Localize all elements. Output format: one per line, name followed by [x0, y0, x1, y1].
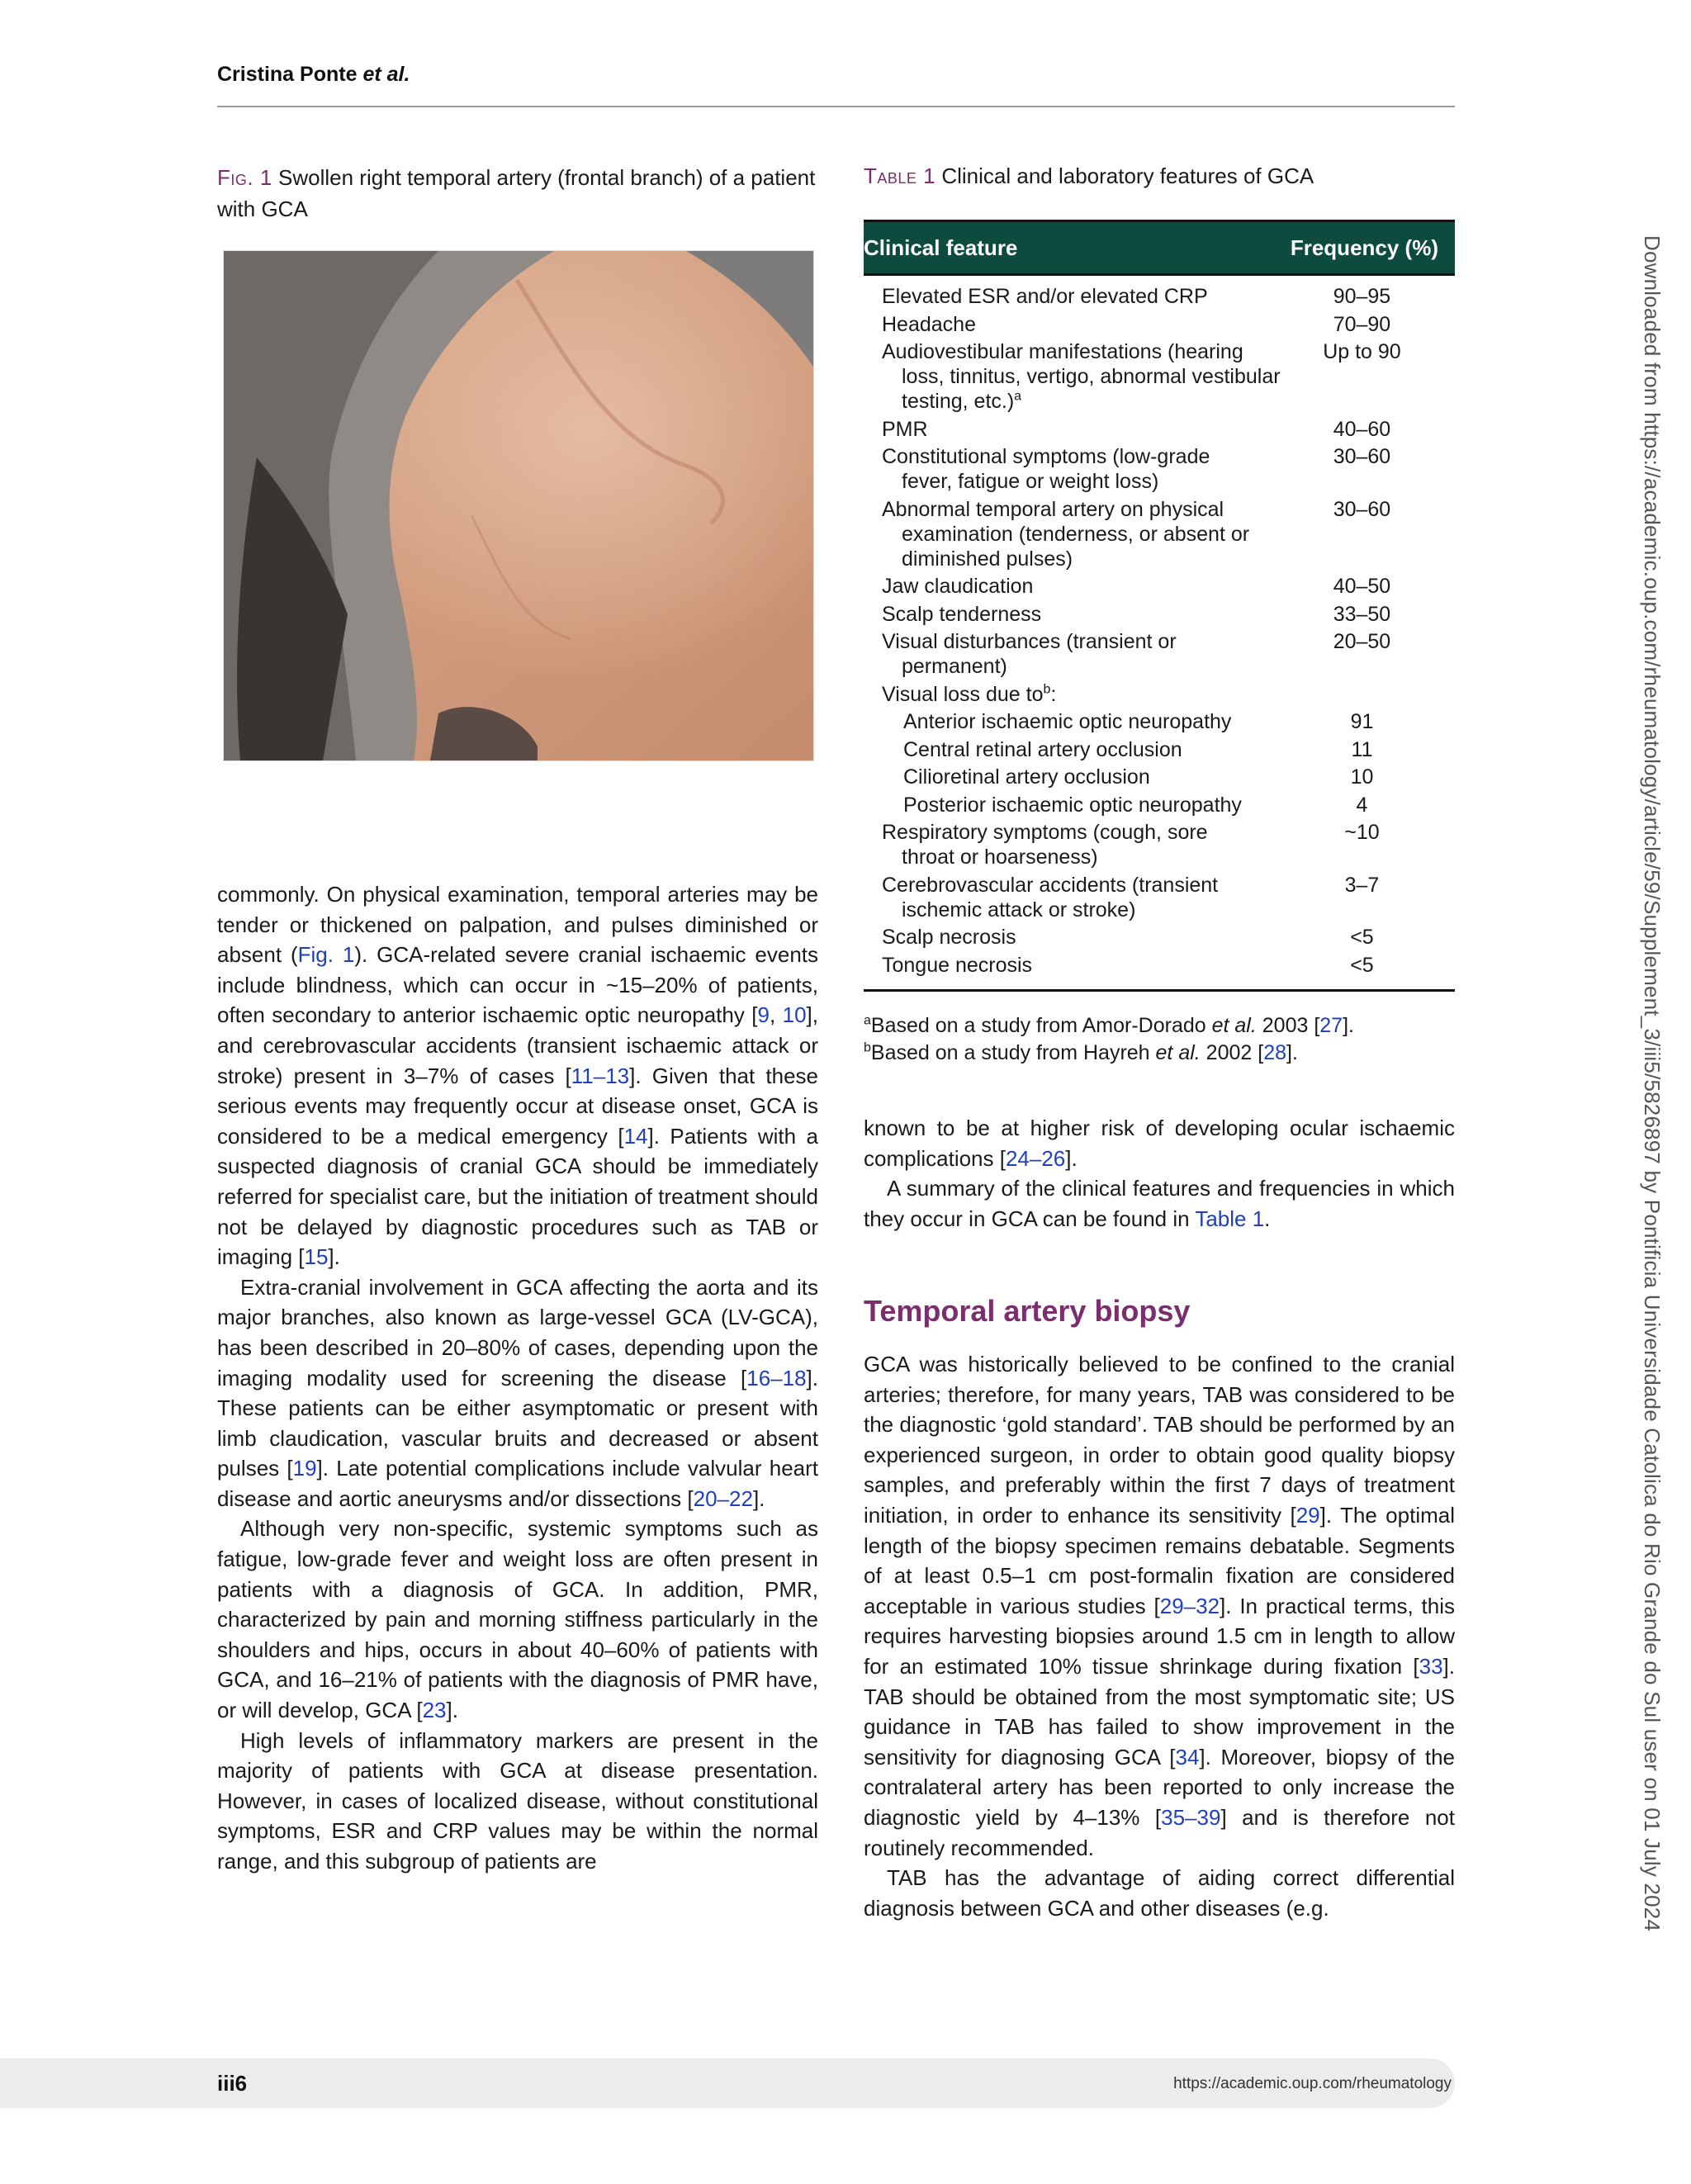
right-column-text [864, 1349, 1455, 1923]
paragraph: High levels of inflammatory markers are present in the majority of patients with GCA at disease presentation. However, in cases of localized disease, without constitutional symptoms, ESR and CRP values may be within the normal range, and this subgroup of patients are [217, 1727, 818, 1874]
table-bottom-rule [864, 989, 1455, 992]
reference-link[interactable]: 24–26 [1005, 1145, 1066, 1171]
reference-link[interactable]: 11–13 [571, 1063, 630, 1088]
table-row: Anterior ischaemic optic neuropathy 91 [903, 710, 1374, 733]
reference-link[interactable]: 14 [623, 1123, 648, 1149]
section-heading: Temporal artery biopsy [864, 1294, 1191, 1328]
reference-link[interactable]: 35–39 [1161, 1804, 1221, 1830]
left-column-text [217, 879, 818, 1877]
table-header [864, 220, 1455, 276]
reference-link[interactable]: 29 [1295, 1502, 1320, 1528]
footer-url[interactable]: https://academic.oup.com/rheumatology [1173, 2075, 1452, 2092]
page-number: iii6 [217, 2071, 248, 2096]
table-row: Elevated ESR and/or elevated CRP 90–95 [882, 285, 1391, 308]
figure-photo [223, 250, 814, 761]
column-header-frequency: Frequency (%) [1290, 235, 1438, 260]
paragraph: Extra-cranial involvement in GCA affecting the aorta and its major branches, also known as large-vessel GCA (LV-GCA), has been described in 20–80% of cases, depending upon the imaging modality used for screening the disease [16–18]. These patients can be either asymptomatic or present with limb claudication, vascular bruits and decreased or absent pulses [19]. Late potential complications include valvular heart disease and aortic aneurysms and/or dissections [20–22]. [217, 1274, 818, 1511]
table-row: Audiovestibular manifestations (hearing loss, tinnitus, vertigo, abnormal vestibular testing, etc.)$^a$ Up to 90 [882, 340, 1401, 413]
reference-link[interactable]: 15 [304, 1244, 329, 1270]
temporal-artery-photo [224, 251, 813, 760]
header-rule [217, 106, 1455, 107]
reference-link[interactable]: 16–18 [746, 1365, 807, 1390]
table-row: Abnormal temporal artery on physical examination (tenderness, or absent or diminished pulses) 30–60 [882, 497, 1391, 571]
paragraph: A summary of the clinical features and frequencies in which they occur in GCA can be found in Table 1. [864, 1176, 1455, 1231]
paragraph: commonly. On physical examination, temporal arteries may be tender or thickened on palpation, and pulses diminished or absent (Fig. 1). GCA-related severe cranial ischaemic events include blindness, which can occur in ~15–20% of patients, often secondary to anterior ischaemic optic neuropathy [9, 10], and cerebrovascular accidents (transient ischaemic attack or stroke) present in 3–7% of cases [11–13]. Given that these serious events may frequently occur at disease onset, GCA is considered to be a medical emergency [14]. Patients with a suspected diagnosis of cranial GCA should be immediately referred for specialist care, but the initiation of treatment should not be delayed by diagnostic procedures such as TAB or imaging [15]. [217, 882, 819, 1270]
download-side-note: Downloaded from https://academic.oup.com/rheumatology/article/59/Supplement_3/iii5/5826897 by Pontificia Universidade Catolica do Rio Grande do Sul user on 01 July 2024 [1640, 235, 1665, 1932]
table-row: Scalp tenderness 33–50 [882, 602, 1391, 626]
table-row: Constitutional symptoms (low-grade fever, fatigue or weight loss) 30–60 [882, 445, 1391, 493]
table-row: Headache 70–90 [882, 312, 1391, 336]
table-row: PMR 40–60 [882, 417, 1391, 441]
paragraph: Although very non-specific, systemic symptoms such as fatigue, low-grade fever and weight loss are often present in patients with a diagnosis of GCA. In addition, PMR, characterized by pain and morning stiffness particularly in the shoulders and hips, occurs in about 40–60% of patients with GCA, and 16–21% of patients with the diagnosis of PMR have, or will develop, GCA [23]. [217, 1516, 818, 1723]
reference-link[interactable]: 27 [1319, 1014, 1343, 1037]
reference-link[interactable]: 23 [422, 1698, 447, 1723]
table-row: Jaw claudication 40–50 [882, 575, 1391, 598]
reference-link[interactable]: 34 [1175, 1744, 1200, 1769]
table-caption [864, 162, 1455, 190]
figure-label: Fig. 1 [217, 165, 272, 190]
table-row: Respiratory symptoms (cough, sore throat or hoarseness) ~10 [882, 821, 1380, 869]
table-row: Cerebrovascular accidents (transient ischemic attack or stroke) 3–7 [882, 873, 1380, 921]
table-body [864, 284, 1455, 980]
figure-caption [217, 162, 818, 225]
table-caption-text: Clinical and laboratory features of GCA [941, 163, 1314, 188]
table-row: Scalp necrosis <5 [882, 926, 1374, 949]
paragraph: TAB has the advantage of aiding correct differential diagnosis between GCA and other diseases (e.g. [864, 1865, 1455, 1921]
reference-link[interactable]: 20–22 [693, 1485, 753, 1511]
table-row: Tongue necrosis <5 [882, 953, 1374, 977]
reference-link[interactable]: 9 [757, 1002, 770, 1028]
running-header-author: Cristina Ponte et al. [217, 63, 410, 86]
figure-link[interactable]: Fig. 1 [297, 942, 355, 968]
table-footnotes [864, 1012, 1455, 1067]
reference-link[interactable]: 33 [1419, 1653, 1443, 1679]
table-label: Table 1 [864, 163, 936, 188]
reference-link[interactable]: 10 [782, 1002, 807, 1028]
right-column-text-top [864, 1113, 1455, 1234]
column-header-feature: Clinical feature [864, 235, 1018, 260]
table-row: Posterior ischaemic optic neuropathy 4 [903, 793, 1368, 817]
footnote-a: $^a$Based on a study from Amor-Dorado et al. 2003 [27]. [864, 1013, 1354, 1037]
table-row: Cilioretinal artery occlusion 10 [903, 765, 1374, 789]
footnote-b: $^b$Based on a study from Hayreh et al. 2002 [28]. [864, 1040, 1298, 1064]
reference-link[interactable]: 29–32 [1159, 1593, 1220, 1618]
table-row: Visual loss due $to^b$: [882, 682, 1057, 706]
reference-link[interactable]: 28 [1263, 1041, 1286, 1064]
table-row: Central retinal artery occlusion 11 [903, 737, 1373, 761]
table-row: Visual disturbances (transient or permanent) 20–50 [882, 630, 1391, 678]
table-link[interactable]: Table 1 [1195, 1206, 1265, 1231]
reference-link[interactable]: 19 [292, 1456, 317, 1481]
paragraph: GCA was historically believed to be confined to the cranial arteries; therefore, for many years, TAB was considered to be the diagnostic ‘gold standard’. TAB should be performed by an experienced surgeon, in order to obtain good quality biopsy samples, and preferably within the first 7 days of treatment initiation, in order to enhance its sensitivity [29]. The optimal length of the biopsy specimen remains debatable. Segments of at least 0.5–1 cm post-formalin fixation are considered acceptable in various studies [29–32]. In practical terms, this requires harvesting biopsies around 1.5 cm in length to allow for an estimated 10% tissue shrinkage during fixation [33]. TAB should be obtained from the most symptomatic site; US guidance in TAB has failed to show improvement in the sensitivity for diagnosing GCA [34]. Moreover, biopsy of the contralateral artery has been reported to only increase the diagnostic yield by 4–13% [35–39] and is therefore not routinely recommended. [864, 1352, 1455, 1860]
paragraph: known to be at higher risk of developing ocular ischaemic complications [24–26]. [864, 1116, 1455, 1171]
figure-caption-text: Swollen right temporal artery (frontal branch) of a patient with GCA [217, 165, 816, 221]
